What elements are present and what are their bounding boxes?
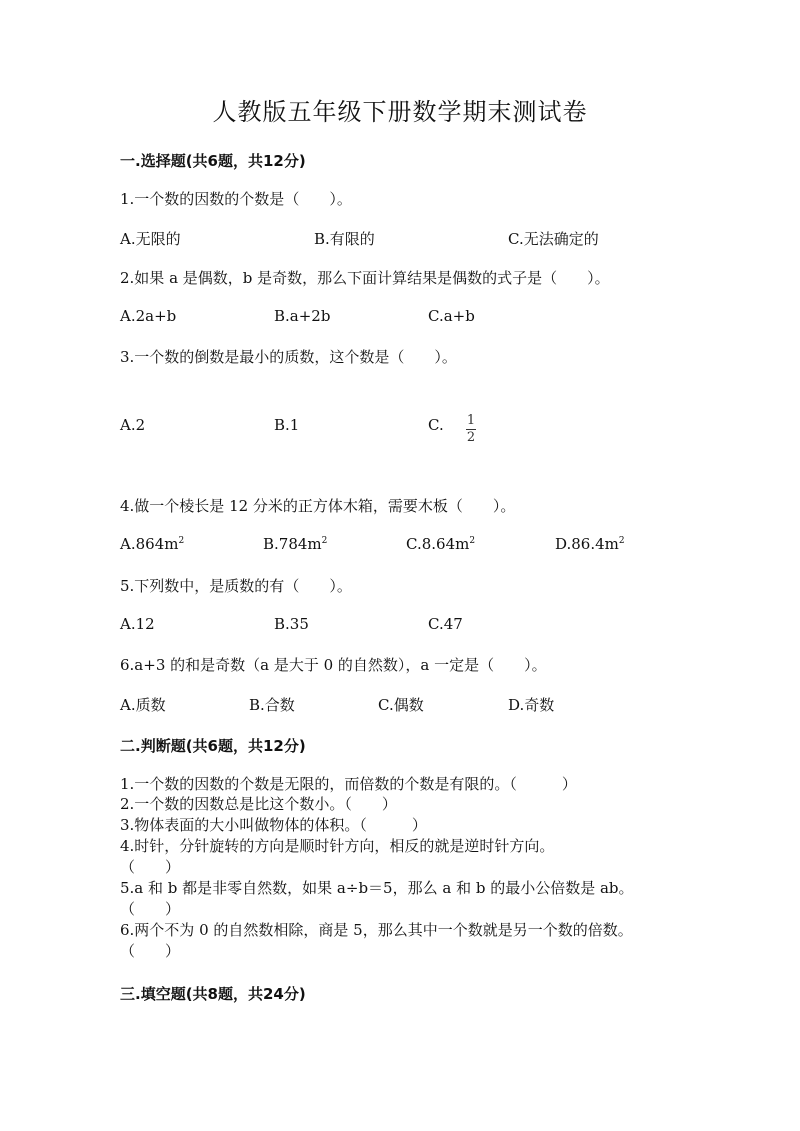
question-stem: 2.如果 a 是偶数，b 是奇数，那么下面计算结果是偶数的式子是（ ）。: [120, 269, 610, 287]
option-a[interactable]: A.2a+b: [120, 307, 177, 325]
question-stem: 1.一个数的因数的个数是（ ）。: [120, 190, 352, 208]
fraction-numerator: 1: [466, 413, 476, 428]
option-a-label: A.864m: [120, 535, 179, 553]
superscript: 2: [469, 536, 476, 546]
option-c[interactable]: C.a+b: [428, 307, 475, 325]
option-b-label: B.784m: [263, 535, 322, 553]
option-c[interactable]: [428, 416, 444, 434]
judge-item: 2.一个数的因数总是比这个数小。（ ）: [120, 795, 397, 813]
question-stem: 5.下列数中，是质数的有（ ）。: [120, 577, 352, 595]
section-heading-judge: 二.判断题(共6题，共12分): [120, 737, 306, 755]
option-a[interactable]: A.12: [120, 615, 155, 633]
page-title: 人教版五年级下册数学期末测试卷: [212, 98, 588, 126]
option-c-label: C.: [428, 416, 444, 434]
judge-item: 1.一个数的因数的个数是无限的，而倍数的个数是有限的。（ ）: [120, 775, 577, 793]
judge-item: 4.时针，分针旋转的方向是顺时针方向，相反的就是逆时针方向。: [120, 837, 555, 855]
judge-item: 3.物体表面的大小叫做物体的体积。（ ）: [120, 816, 427, 834]
fraction-one-half: [466, 409, 476, 445]
fraction-denominator: 2: [466, 430, 476, 445]
superscript: 2: [178, 536, 185, 546]
option-b[interactable]: B.合数: [249, 696, 295, 714]
option-c[interactable]: C.47: [428, 615, 463, 633]
answer-blank[interactable]: （ ）: [120, 900, 181, 918]
section-heading-choice: 一.选择题(共6题，共12分): [120, 152, 306, 170]
option-c[interactable]: C.偶数: [378, 696, 424, 714]
option-a[interactable]: A.2: [120, 416, 146, 434]
question-stem: 4.做一个棱长是 12 分米的正方体木箱，需要木板（ ）。: [120, 497, 516, 515]
option-b[interactable]: B.35: [274, 615, 309, 633]
option-c[interactable]: [406, 535, 475, 553]
option-d-label: D.86.4m: [555, 535, 619, 553]
question-stem: 3.一个数的倒数是最小的质数，这个数是（ ）。: [120, 348, 457, 366]
option-a[interactable]: A.无限的: [120, 230, 181, 248]
option-c[interactable]: C.无法确定的: [508, 230, 599, 248]
section-heading-fill: 三.填空题(共8题，共24分): [120, 985, 306, 1003]
judge-item: 5.a 和 b 都是非零自然数，如果 a÷b＝5，那么 a 和 b 的最小公倍数是 ab。: [120, 879, 634, 897]
option-b[interactable]: B.a+2b: [274, 307, 331, 325]
judge-item: 6.两个不为 0 的自然数相除，商是 5，那么其中一个数就是另一个数的倍数。: [120, 921, 633, 939]
option-c-label: C.8.64m: [406, 535, 470, 553]
superscript: 2: [321, 536, 328, 546]
option-d[interactable]: D.奇数: [508, 696, 555, 714]
option-b[interactable]: B.1: [274, 416, 300, 434]
option-a[interactable]: A.质数: [120, 696, 166, 714]
option-b[interactable]: B.有限的: [314, 230, 375, 248]
option-d[interactable]: [555, 535, 625, 553]
answer-blank[interactable]: （ ）: [120, 858, 181, 876]
option-a[interactable]: [120, 535, 184, 553]
answer-blank[interactable]: （ ）: [120, 942, 181, 960]
superscript: 2: [618, 536, 625, 546]
option-b[interactable]: [263, 535, 327, 553]
question-stem: 6.a+3 的和是奇数（a 是大于 0 的自然数），a 一定是（ ）。: [120, 656, 547, 674]
